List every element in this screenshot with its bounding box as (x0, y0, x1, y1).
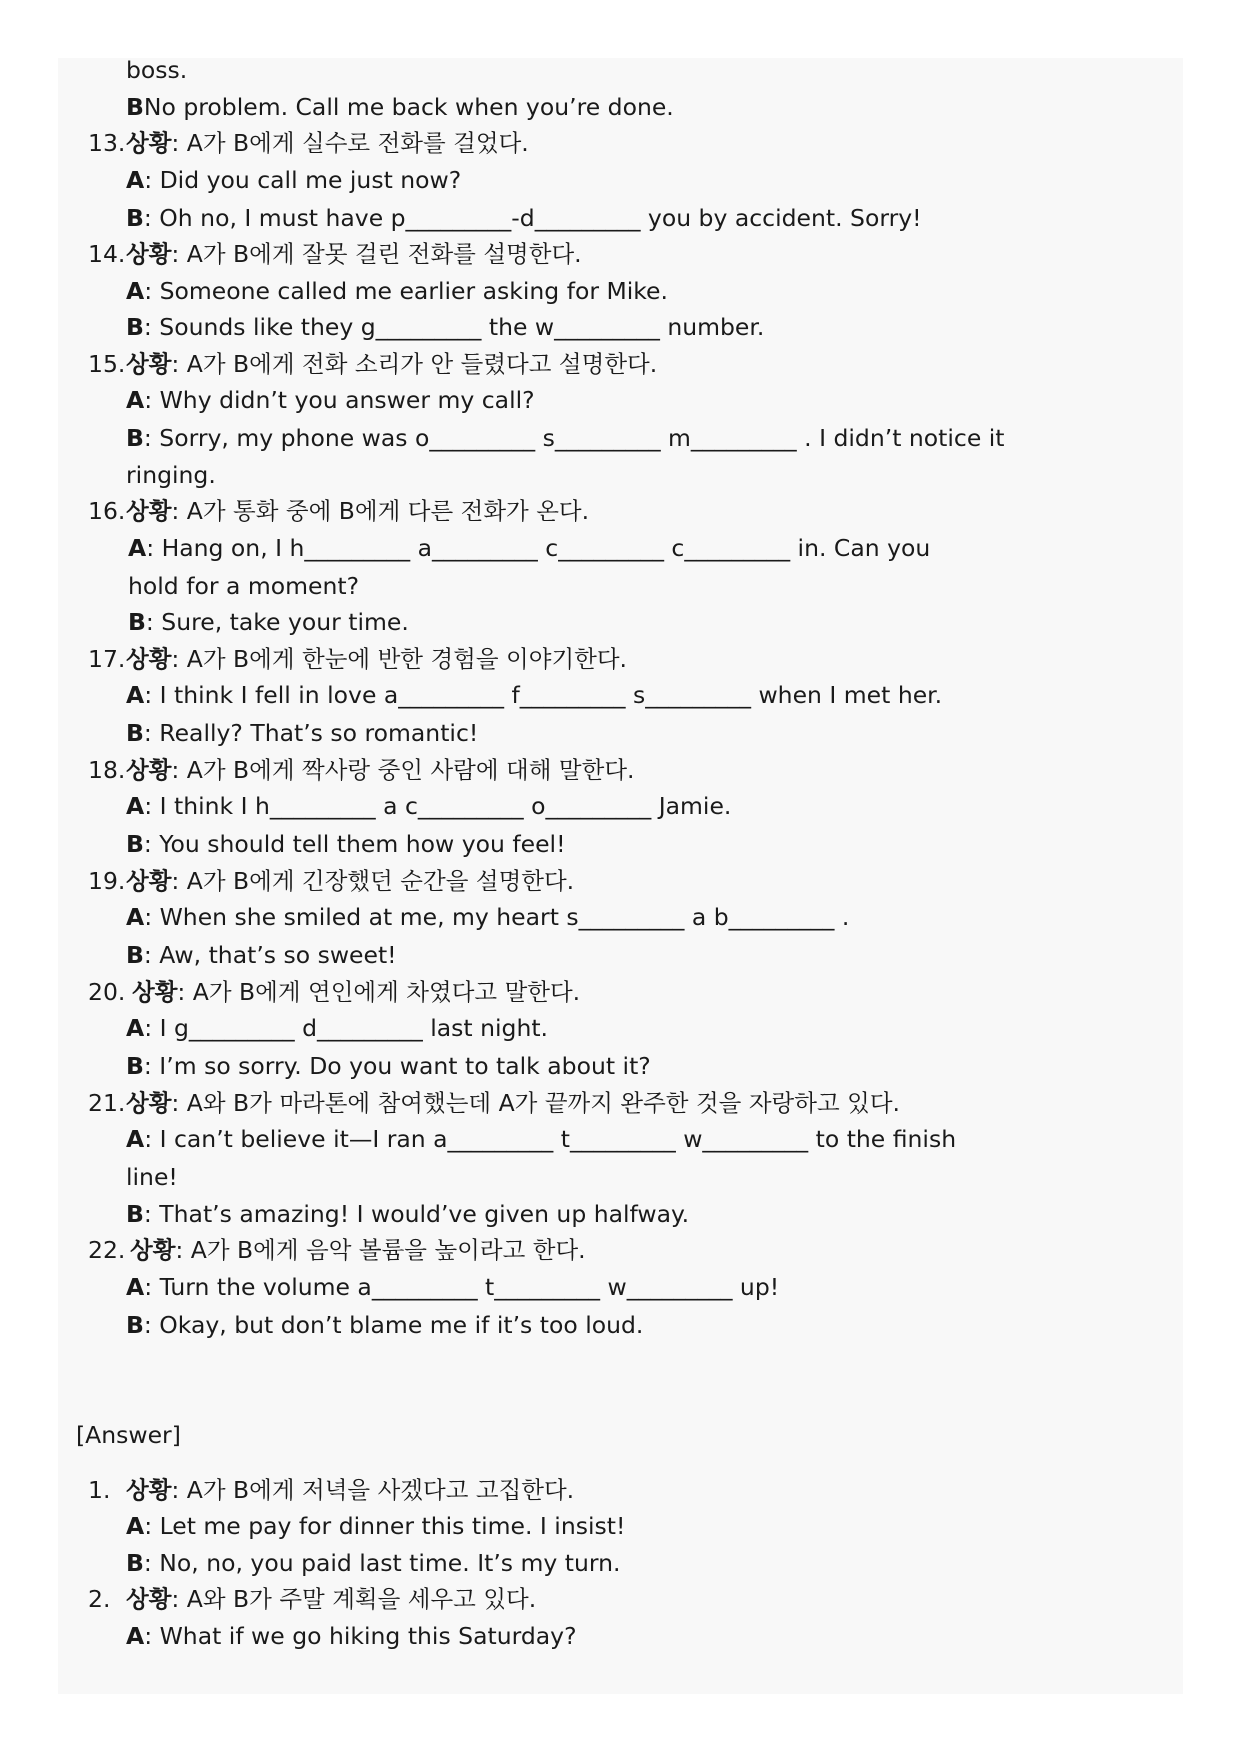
item-19-b (58, 937, 1183, 974)
dialogue-text: : I g_________ d_________ last night. (144, 1014, 549, 1042)
dialogue-line (126, 677, 942, 714)
dialogue-line (126, 715, 478, 752)
b-label: B (126, 941, 144, 969)
b-label: B (126, 830, 144, 858)
a-label: A (126, 1621, 145, 1650)
dialogue-line (126, 1121, 956, 1158)
situation-label: 상황 (126, 349, 172, 378)
dialogue-text: : I think I h_________ a c_________ o_________ Jamie. (144, 792, 732, 820)
a-label: A (126, 792, 145, 820)
dialogue-text: : Sure, take your time. (145, 608, 409, 636)
dialogue-line (126, 420, 1005, 457)
answer-1-situation (58, 1472, 1183, 1509)
item-18-b (58, 826, 1183, 863)
item-16-situation (58, 493, 1183, 530)
item-21-b (58, 1196, 1183, 1233)
item-20-b (58, 1048, 1183, 1085)
situation-text: : A가 B에게 연인에게 차였다고 말한다. (177, 977, 581, 1006)
dialogue-line (126, 788, 731, 825)
continuation-a-tail (58, 52, 1183, 89)
dialogue-text: : Sorry, my phone was o_________ s_________ m_________ . I didn’t notice it (143, 424, 1005, 452)
item-18-situation (58, 752, 1183, 789)
situation-label: 상황 (126, 866, 172, 895)
situation-label: 상황 (126, 644, 172, 673)
dialogue-text: : Did you call me just now? (144, 165, 462, 194)
situation-label: 상황 (126, 1088, 172, 1117)
dialogue-text: : Aw, that’s so sweet! (143, 941, 397, 969)
dialogue-text: : That’s amazing! I would’ve given up halfway. (143, 1199, 690, 1228)
item-number: 15. (88, 349, 126, 378)
item-15-b (58, 420, 1183, 457)
item-number: 22. (88, 1236, 126, 1264)
dialogue-text: : You should tell them how you feel! (143, 830, 566, 858)
dialogue-line (128, 604, 409, 641)
item-number: 17. (88, 644, 126, 673)
dialogue-line (126, 162, 461, 199)
a-label: A (126, 1125, 145, 1153)
a-label: A (126, 1014, 145, 1042)
item-21-a-cont (58, 1159, 1183, 1196)
a-label: A (126, 165, 145, 194)
dialogue-text: hold for a moment? (128, 571, 360, 600)
answer-heading (58, 1417, 1183, 1454)
item-number: 14. (88, 240, 126, 268)
b-label: B (126, 1310, 144, 1339)
item-18-a (58, 788, 1183, 826)
item-number: 19. (88, 866, 126, 895)
dialogue-text: : Why didn’t you answer my call? (144, 386, 535, 414)
dialogue-text: : I think I fell in love a_________ f_________ s_________ when I met her. (144, 681, 943, 709)
document-page (58, 58, 1183, 1694)
dialogue-text: : Really? That’s so romantic! (143, 719, 479, 747)
dialogue-text: [Answer] (76, 1421, 181, 1449)
situation-text: : A와 B가 마라톤에 참여했는데 A가 끝까지 완주한 것을 자랑하고 있다. (171, 1088, 900, 1117)
item-21-a (58, 1121, 1183, 1159)
dialogue-line (126, 1581, 536, 1618)
b-label: B (126, 92, 144, 121)
situation-text: : A가 B에게 실수로 전화를 걸었다. (171, 129, 529, 157)
item-16-a-cont (58, 568, 1183, 605)
b-label: B (126, 313, 144, 341)
item-15-situation (58, 346, 1183, 383)
situation-text: : A가 B에게 전화 소리가 안 들렸다고 설명한다. (171, 349, 658, 378)
situation-label: 상황 (126, 240, 172, 268)
item-14-situation (58, 236, 1183, 273)
item-number: 20. (88, 977, 126, 1006)
b-label: B (126, 203, 144, 232)
item-20-a (58, 1010, 1183, 1048)
dialogue-line (126, 1307, 643, 1344)
dialogue-text: : Oh no, I must have p_________-d_________ you by accident. Sorry! (143, 203, 922, 232)
dialogue-line (126, 937, 397, 974)
situation-text: : A가 B에게 저녁을 사겠다고 고집한다. (171, 1475, 575, 1504)
dialogue-line (126, 309, 764, 346)
item-number: 21. (88, 1088, 126, 1117)
situation-label: 상황 (132, 977, 178, 1006)
item-13-a (58, 162, 1183, 200)
a-label: A (126, 903, 145, 931)
dialogue-text: line! (126, 1163, 178, 1191)
situation-label: 상황 (126, 497, 172, 525)
situation-label: 상황 (126, 1475, 172, 1504)
a-label: A (126, 681, 145, 709)
situation-text: : A가 B에게 긴장했던 순간을 설명한다. (171, 866, 575, 895)
item-19-situation (58, 863, 1183, 900)
dialogue-line (126, 641, 627, 678)
item-17-a (58, 677, 1183, 715)
item-number: 2. (88, 1585, 111, 1613)
dialogue-line (126, 1196, 689, 1233)
item-22-a (58, 1269, 1183, 1307)
dialogue-line (126, 1010, 548, 1047)
dialogue-line (126, 752, 635, 789)
item-13-situation (58, 125, 1183, 162)
item-number: 16. (88, 497, 126, 525)
item-17-b (58, 715, 1183, 752)
dialogue-line (126, 346, 657, 383)
dialogue-text: boss. (126, 56, 188, 84)
b-label: B (126, 1052, 144, 1080)
a-label: A (126, 1272, 145, 1301)
situation-label: 상황 (126, 129, 172, 157)
situation-text: : A가 B에게 잘못 걸린 전화를 설명한다. (171, 240, 582, 268)
situation-label: 상황 (130, 1236, 176, 1264)
dialogue-text: : I can’t believe it—I ran a_________ t_________ w_________ to the finish (144, 1125, 957, 1153)
item-22-b (58, 1307, 1183, 1344)
b-label: B (126, 1548, 144, 1577)
dialogue-text: : Let me pay for dinner this time. I insist! (144, 1512, 626, 1540)
dialogue-line (126, 125, 529, 162)
situation-label: 상황 (126, 755, 172, 784)
situation-text: : A가 B에게 짝사랑 중인 사람에 대해 말한다. (171, 755, 635, 784)
situation-label: 상황 (126, 1585, 172, 1613)
item-20-situation (58, 974, 1183, 1011)
dialogue-line (126, 1618, 577, 1655)
answer-1-b (58, 1545, 1183, 1582)
dialogue-line (126, 863, 574, 900)
dialogue-text: : When she smiled at me, my heart s_________ a b_________ . (144, 903, 850, 931)
dialogue-line (126, 200, 922, 237)
item-15-b-cont (58, 457, 1183, 494)
dialogue-text: : I’m so sorry. Do you want to talk about it? (143, 1052, 651, 1080)
continuation-b-line (58, 89, 1183, 126)
item-15-a (58, 382, 1183, 420)
item-21-situation (58, 1085, 1183, 1122)
dialogue-line (126, 273, 668, 310)
a-label: A (126, 386, 145, 414)
item-19-a (58, 899, 1183, 937)
item-14-b (58, 309, 1183, 346)
answer-2-situation (58, 1581, 1183, 1618)
dialogue-line (126, 1545, 621, 1582)
situation-text: : A와 B가 주말 계획을 세우고 있다. (171, 1585, 537, 1613)
dialogue-text: ringing. (126, 460, 216, 489)
situation-text: : A가 B에게 한눈에 반한 경험을 이야기한다. (171, 644, 628, 673)
dialogue-line (126, 1472, 574, 1509)
answer-1-a (58, 1508, 1183, 1545)
dialogue-text: : Sounds like they g_________ the w_________ number. (143, 313, 765, 341)
dialogue-line (132, 974, 580, 1011)
b-label: B (126, 1199, 144, 1228)
dialogue-line (126, 493, 589, 530)
dialogue-line (126, 89, 674, 126)
situation-text: : A가 통화 중에 B에게 다른 전화가 온다. (171, 497, 590, 525)
b-label: B (126, 719, 144, 747)
item-14-a (58, 273, 1183, 310)
dialogue-line (130, 1232, 586, 1269)
dialogue-text: : Hang on, I h_________ a_________ c_________ c_________ in. Can you (146, 533, 931, 562)
dialogue-line (126, 1048, 651, 1085)
dialogue-line (126, 826, 566, 863)
dialogue-text: No problem. Call me back when you’re done. (143, 92, 674, 121)
dialogue-line (126, 899, 849, 936)
item-17-situation (58, 641, 1183, 678)
dialogue-line (126, 1508, 625, 1545)
item-number: 1. (88, 1475, 111, 1504)
b-label: B (128, 608, 146, 636)
item-number: 13. (88, 129, 126, 157)
item-22-situation (58, 1232, 1183, 1269)
dialogue-text: : No, no, you paid last time. It’s my turn. (143, 1548, 621, 1577)
item-number: 18. (88, 755, 126, 784)
a-label: A (128, 533, 147, 562)
item-16-b (58, 604, 1183, 641)
dialogue-line (126, 382, 535, 419)
item-16-a (58, 530, 1183, 568)
dialogue-line (126, 236, 582, 273)
situation-text: : A가 B에게 음악 볼륨을 높이라고 한다. (175, 1236, 586, 1264)
document-body (58, 58, 1183, 1654)
item-13-b (58, 200, 1183, 237)
dialogue-text: : What if we go hiking this Saturday? (144, 1621, 577, 1650)
dialogue-text: : Someone called me earlier asking for Mike. (144, 276, 668, 305)
dialogue-line (126, 1269, 779, 1306)
dialogue-line (128, 530, 930, 567)
dialogue-text: : Okay, but don’t blame me if it’s too loud. (143, 1310, 644, 1339)
a-label: A (126, 276, 145, 305)
a-label: A (126, 1512, 145, 1540)
b-label: B (126, 424, 144, 452)
dialogue-line (126, 1085, 900, 1122)
answer-2-a (58, 1618, 1183, 1655)
dialogue-text: : Turn the volume a_________ t_________ w_________ up! (144, 1272, 780, 1301)
